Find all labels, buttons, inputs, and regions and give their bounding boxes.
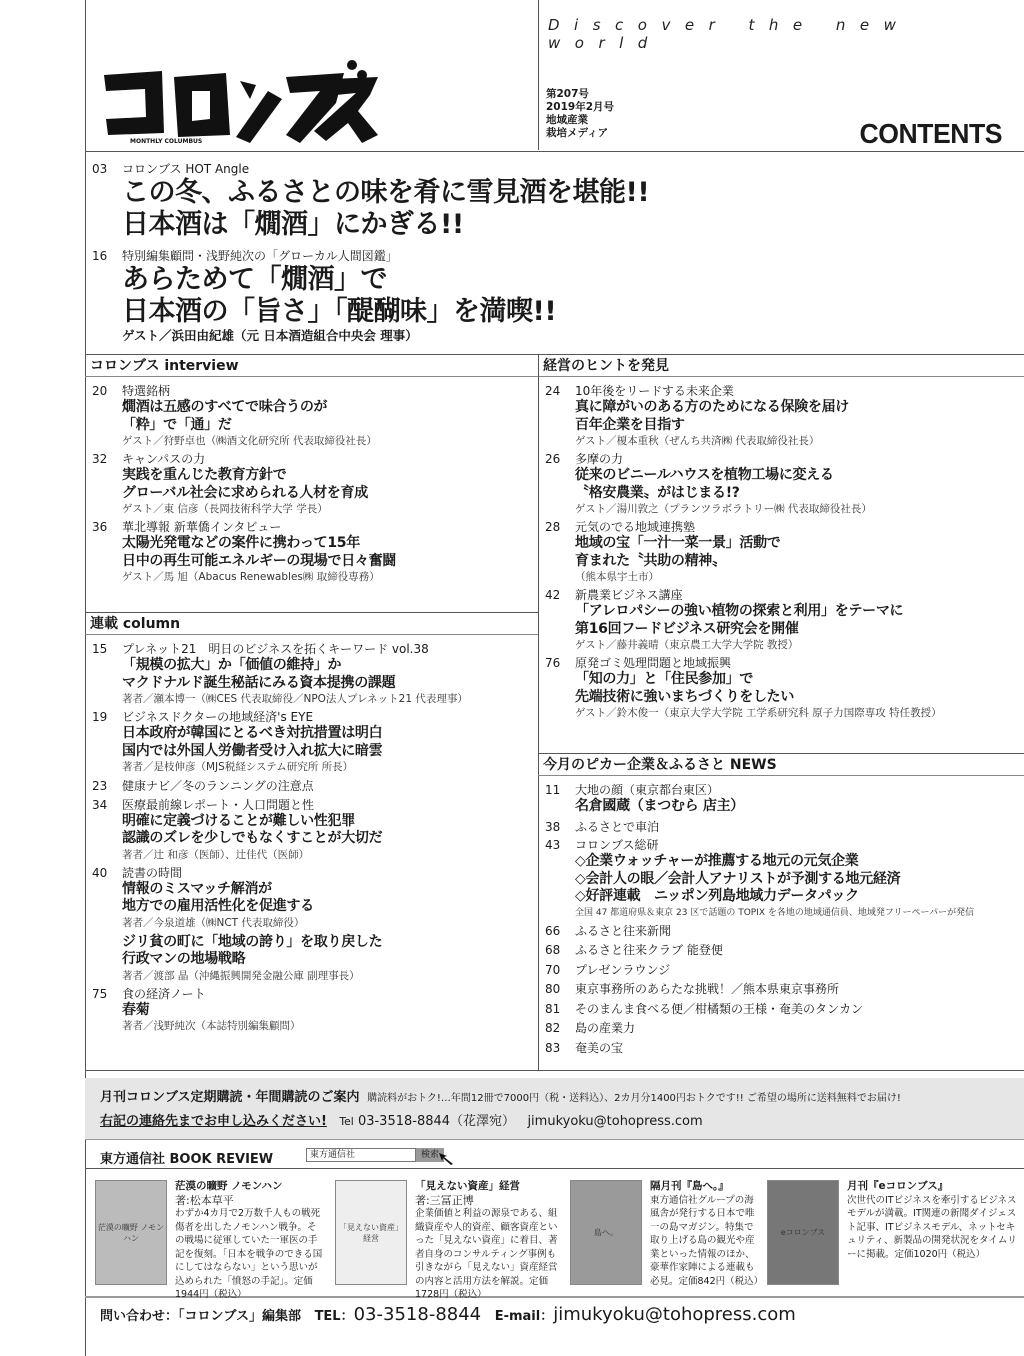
item-title: 行政マンの地場戦略 [122, 951, 246, 967]
item-meta [92, 865, 532, 881]
item-meta [92, 986, 532, 1002]
item-credit: ゲスト／榎本重秋（ぜんち共済㈱ 代表取締役社長） [575, 435, 820, 447]
book-description: わずか4カ月で2万数千人もの戦死傷者を出したノモンハン戦争。その戦場に従軍していた一軍医の手記を復刻。「日本を戦争のできる国にしてはならない」という思いが込められた「憤怒の手記」。定価1944円（税込） [175, 1208, 323, 1300]
book-info [175, 1180, 325, 1302]
feature-headline: この冬、ふるさとの味を肴に雪見酒を堪能!! [122, 177, 650, 208]
item-category: 読書の時間 [122, 865, 183, 880]
contents-item[interactable] [92, 797, 532, 863]
page-number: 82 [545, 1021, 561, 1035]
page-number: 38 [545, 819, 561, 834]
contact-tel-label: TEL： [314, 1309, 354, 1324]
news-list [545, 782, 1020, 1058]
item-title: 太陽光発電などの案件に携わって15年 [122, 535, 360, 551]
book-item[interactable] [767, 1180, 1017, 1285]
item-credit: 著者／渡部 晶（沖縄振興開発金融公庫 副理事長） [122, 969, 360, 982]
item-title: 百年企業を目指す [575, 416, 685, 433]
page-number: 76 [545, 656, 561, 670]
column-heading: 連載 column [90, 616, 181, 632]
feature-category: 特別編集顧問・浅野純次の「グローカル人間図鑑」 [122, 249, 398, 263]
feature-guest: ゲスト／浜田由紀雄（元 日本酒造組合中央会 理事） [122, 328, 418, 343]
page-number: 19 [92, 710, 108, 724]
contents-item[interactable] [92, 865, 532, 931]
top-feature[interactable] [92, 158, 1012, 241]
item-title: 情報のミスマッチ解消が [122, 880, 272, 897]
item-title: 真に障がいのある方のためになる保険を届け [575, 399, 849, 415]
contents-item[interactable] [92, 986, 532, 1035]
item-category: ふるさとで車泊 [575, 819, 660, 834]
page-number: 40 [92, 865, 108, 880]
item-credit: ゲスト／狩野卓也（㈱酒文化研究所 代表取締役社長） [122, 435, 377, 447]
item-meta [92, 641, 532, 657]
item-meta [92, 709, 532, 725]
contents-item[interactable] [92, 934, 532, 984]
contents-item[interactable] [545, 1019, 1020, 1038]
item-title: 名倉國蔵（まつむら 店主） [575, 798, 744, 814]
item-title: 実践を重んじた教育方針で [122, 467, 287, 483]
item-meta [545, 1019, 1020, 1038]
subscription-box [85, 1078, 1024, 1140]
item-meta [545, 383, 1020, 399]
contents-item[interactable] [545, 980, 1020, 999]
svg-text:MONTHLY COLUMBUS: MONTHLY COLUMBUS [130, 138, 203, 145]
item-category: 10年後をリードする未来企業 [575, 384, 734, 398]
item-category: 元気のでる地域連携塾 [575, 520, 696, 534]
issue-info [546, 88, 614, 140]
interview-list [92, 383, 532, 587]
page-number: 15 [92, 642, 108, 656]
book-info [847, 1180, 1017, 1285]
issue-date: 2019年2月号 [546, 101, 615, 113]
feature-category: コロンブス HOT Angle [122, 162, 250, 176]
top-features [92, 158, 1012, 348]
subscription-email[interactable]: jimukyoku@tohopress.com [527, 1114, 703, 1129]
book-description: 企業価値と利益の源泉である、組織資産や人的資産、顧客資産といった「見えない資産」に着目、著者自身のコンサルティング事例も引きながら「見えない」資産経営の内容と活用方法を解説。定価1728円（税込） [415, 1208, 558, 1300]
contents-title: CONTENTS [859, 118, 1002, 149]
column-divider [538, 354, 539, 1070]
book-title: 「見えない資産」経営 [415, 1180, 520, 1192]
item-credit: （熊本県宇土市） [575, 571, 659, 583]
page-number: 11 [545, 783, 561, 797]
contact-email-label: E-mail： [494, 1309, 554, 1324]
book-description: 次世代のITビジネスを牽引するビジネスモデルが満載。IT関連の新聞ダイジェスト記事、ITビジネスモデル、ネットセキュリティ、新製品の開発状況をタイムリーに掲載。定価1020円（税込） [847, 1194, 1017, 1260]
page-number: 68 [545, 943, 561, 957]
page-number: 16 [92, 249, 108, 263]
book-title: 茫漠の曠野 ノモンハン [175, 1180, 283, 1192]
item-category: 華北導報 新華僑インタビュー [122, 520, 282, 534]
item-meta [92, 383, 532, 399]
book-description: 東方通信社グループの海風舎が発行する日本で唯一の島マガジン。特集で取り上げる島の観光や産業といった情報のほか、豪華作家陣による連載も必見。定価842円（税込） [650, 1194, 764, 1287]
item-title: マクドナルド誕生秘話にみる資本提携の課題 [122, 674, 396, 691]
contents-item[interactable] [92, 383, 532, 449]
page-number: 26 [545, 452, 561, 466]
item-credit: ゲスト／鈴木俊一（東京大学大学院 工学系研究科 原子力国際専攻 特任教授） [575, 707, 942, 719]
contents-item[interactable] [92, 777, 532, 796]
item-title: 日本政府が韓国にとるべき対抗措置は明白 [122, 725, 383, 741]
page-number: 36 [92, 520, 108, 534]
book-search-input[interactable]: 東方通信社 [306, 1148, 416, 1162]
item-credit: ゲスト／馬 旭（Abacus Renewables㈱ 取締役専務） [122, 571, 380, 583]
tel-label: Tel [339, 1115, 354, 1128]
item-category: 新農業ビジネス講座 [575, 588, 683, 602]
book-cover[interactable]: 茫漠の曠野 ノモンハン [95, 1180, 167, 1285]
item-title: 日中の再生可能エネルギーの現場で日々奮闘 [122, 552, 396, 569]
feature-meta [92, 158, 1012, 177]
page-number: 32 [92, 452, 108, 466]
book-item[interactable] [95, 1180, 325, 1302]
news-heading: 今月のピカー企業＆ふるさと NEWS [543, 757, 777, 773]
contact-tel: 03-3518-8844 [353, 1304, 482, 1325]
section-head-rule [85, 376, 1024, 377]
item-category: 原発ゴミ処理問題と地域振興 [575, 656, 732, 670]
book-search-button[interactable]: 検索 [416, 1148, 444, 1162]
item-title: 国内では外国人労働者受け入れ拡大に暗雲 [122, 742, 383, 759]
review-rule [85, 1168, 1024, 1169]
item-title: 明確に定義づけることが難しい性犯罪 [122, 812, 355, 829]
item-title: ◇好評連載 ニッポン列島地域力データパック [575, 888, 859, 904]
contact-label: 問い合わせ：「コロンブス」編集部 [100, 1309, 301, 1324]
item-meta [545, 587, 1020, 603]
book-list [95, 1180, 1020, 1300]
contents-item[interactable] [545, 655, 1020, 721]
item-meta [545, 782, 1020, 798]
page-number: 66 [545, 923, 561, 938]
contents-item[interactable] [545, 837, 1020, 920]
hints-heading: 経営のヒントを発見 [543, 358, 669, 374]
item-category: 奄美の宝 [575, 1040, 624, 1055]
columbus-logo [100, 55, 380, 145]
item-title: 「アレロパシーの強い植物の探索と利用」をテーマに [575, 603, 904, 619]
feature-headline: 日本酒は「燗酒」にかぎる!! [122, 209, 464, 240]
contents-item[interactable] [545, 782, 1020, 816]
subscription-tel: 03-3518-8844（花澤宛） [357, 1114, 516, 1129]
page-number: 42 [545, 588, 561, 602]
feature-headline: 日本酒の「旨さ」「醍醐味」を満喫!! [122, 296, 557, 327]
item-note: 全国 47 都道府県＆東京 23 区で話題の TOPIX を各地の地域通信員、地域発フリーペーパーが発信 [575, 907, 975, 918]
book-author: 著:三冨正博 [415, 1193, 474, 1207]
item-title: グローバル社会に求められる人材を育成 [122, 484, 368, 501]
item-meta [545, 655, 1020, 671]
item-meta [545, 451, 1020, 467]
header-rule [85, 151, 1024, 152]
contact-email[interactable]: jimukyoku@tohopress.com [553, 1304, 796, 1325]
item-title: 〝格安農業〟がはじまる!? [575, 484, 740, 501]
contents-item[interactable] [545, 941, 1020, 960]
news-head-rule [538, 775, 1024, 776]
item-category: キャンパスの力 [122, 452, 206, 466]
item-category: 食の経済ノート [122, 986, 206, 1001]
issue-theme-1: 地域産業 [546, 114, 588, 126]
item-credit: 著者／瀬本博一（㈱CES 代表取締役／NPO法人プレネット21 代表理事） [122, 693, 468, 705]
item-category: 医療最前線レポート・人口問題と性 [122, 797, 315, 812]
page-border [85, 0, 86, 1356]
book-cover[interactable]: eコロンブス [767, 1180, 839, 1285]
bottom-rule [85, 1070, 1024, 1071]
tagline: Discover the new world [548, 16, 911, 52]
item-meta [545, 818, 1020, 837]
page-number: 24 [545, 384, 561, 398]
page-number: 23 [92, 779, 108, 793]
feature-meta [92, 245, 1012, 264]
book-cover[interactable]: 島へ。 [570, 1180, 642, 1285]
header-divider [538, 0, 539, 150]
contents-item[interactable] [545, 587, 1020, 653]
item-category: ふるさと往来新聞 [575, 923, 672, 938]
item-title: 地域の宝「一汁一菜一景」活動で [575, 535, 781, 551]
column-rule [85, 612, 538, 613]
feature-headline: あらためて「燗酒」で [122, 264, 387, 295]
item-title: 育まれた〝共助の精神〟 [575, 552, 726, 569]
item-title: 春菊 [122, 1001, 150, 1018]
contents-item[interactable] [92, 641, 532, 707]
book-title: 隔月刊『島へ。』 [650, 1180, 729, 1192]
item-category: ビジネスドクターの地域経済's EYE [122, 710, 314, 724]
book-info [415, 1180, 560, 1302]
contents-item[interactable] [545, 961, 1020, 980]
page-number: 03 [92, 162, 108, 176]
item-meta [545, 961, 1020, 980]
item-category: コロンブス総研 [575, 838, 659, 852]
item-title: ◇企業ウォッチャーが推薦する地元の元気企業 [575, 853, 859, 869]
item-category: プレネット21 明日のビジネスを拓くキーワード vol.38 [122, 642, 429, 656]
item-title: 「知の力」と「住民参加」で [575, 671, 754, 687]
contact-footer [100, 1304, 796, 1325]
item-category: 大地の顔（東京都台東区） [575, 783, 720, 797]
item-credit: 著者／辻 和彦（医師）、辻佳代（医師） [122, 848, 310, 861]
contents-item[interactable] [545, 519, 1020, 585]
book-author: 著:松本草平 [175, 1193, 234, 1207]
subscription-detail: 購読料がおトク!…年間12冊で7000円（税・送料込）、2カ月分1400円おトクです!! ご希望の場所に送料無料でお届け! [367, 1093, 901, 1104]
item-title: 認識のズレを少しでもなくすことが大切だ [122, 830, 383, 846]
page-number: 70 [545, 962, 561, 977]
item-category: 島の産業力 [575, 1021, 636, 1035]
item-meta [92, 451, 532, 467]
page-number: 28 [545, 520, 561, 534]
contents-item[interactable] [92, 451, 532, 517]
column-list [92, 641, 532, 1036]
page-number: 75 [92, 986, 108, 1001]
page-number: 81 [545, 1001, 561, 1016]
contents-item[interactable] [545, 1039, 1020, 1058]
contents-item[interactable] [545, 1000, 1020, 1019]
item-title: 「規模の拡大」か「価値の維持」か [122, 657, 342, 673]
item-title: 「粋」で「通」だ [122, 416, 232, 433]
page-number: 80 [545, 982, 561, 996]
item-credit: 著者／是枝伸彦（MJS税経システム研究所 所長） [122, 761, 354, 773]
book-info [650, 1180, 764, 1288]
item-title: ジリ貧の町に「地域の誇り」を取り戻した [122, 933, 383, 950]
section-rule [85, 354, 1024, 355]
item-title: 第16回フードビジネス研究会を開催 [575, 620, 799, 637]
subscription-title: 月刊コロンブス定期購読・年間購読のご案内 [100, 1090, 360, 1105]
item-meta [545, 837, 1020, 853]
news-rule [538, 753, 1024, 754]
interview-heading: コロンブス interview [90, 358, 239, 374]
item-meta [545, 519, 1020, 535]
contents-item[interactable] [545, 451, 1020, 517]
contents-item[interactable] [545, 383, 1020, 449]
top-feature[interactable] [92, 245, 1012, 344]
issue-number: 第207号 [546, 88, 589, 100]
item-title: 地方での雇用活性化を促進する [122, 898, 314, 914]
item-title: 従来のビニールハウスを植物工場に変える [575, 467, 834, 483]
column-head-rule [85, 634, 538, 635]
contents-item[interactable] [92, 709, 532, 775]
hints-list [545, 383, 1020, 723]
item-category: そのまんま食べる便／柑橘類の王様・奄美のタンカン [575, 1001, 864, 1016]
contents-item[interactable] [545, 922, 1020, 941]
item-category: 健康ナビ／冬のランニングの注意点 [122, 779, 314, 793]
book-item[interactable] [570, 1180, 764, 1288]
item-title: 燗酒は五感のすべてで味合うのが [122, 399, 328, 415]
item-category: 特選銘柄 [122, 384, 171, 398]
item-credit: ゲスト／藤井義晴（東京農工大学大学院 教授） [575, 639, 799, 651]
item-credit: ゲスト／湯川敦之（プランツラボラトリー㈱ 代表取締役社長） [575, 503, 872, 515]
issue-theme-2: 栽培メディア [546, 127, 609, 139]
item-category: 東京事務所のあらたな挑戦！／熊本県東京事務所 [575, 982, 840, 996]
page-number: 83 [545, 1040, 561, 1055]
item-category: プレゼンラウンジ [575, 962, 671, 977]
item-meta [545, 1039, 1020, 1058]
item-meta [545, 1000, 1020, 1019]
cursor-arrow-icon [438, 1152, 458, 1166]
item-meta [92, 797, 532, 813]
item-category: ふるさと往来クラブ 能登便 [575, 943, 723, 957]
item-meta [545, 941, 1020, 960]
item-meta [92, 777, 532, 796]
item-meta [92, 519, 532, 535]
item-credit: 著者／今泉道雄（㈱NCT 代表取締役） [122, 916, 305, 929]
item-meta [545, 922, 1020, 941]
book-item[interactable] [335, 1180, 560, 1302]
page-number: 20 [92, 384, 108, 398]
item-category: 多摩の力 [575, 452, 624, 466]
item-meta [545, 980, 1020, 999]
book-cover[interactable]: 「見えない資産」経営 [335, 1180, 407, 1285]
item-title: 先端技術に強いまちづくりをしたい [575, 688, 795, 705]
subscription-apply: 右記の連絡先までお申し込みください! [100, 1114, 327, 1129]
page-number: 34 [92, 797, 108, 812]
contents-item[interactable] [92, 519, 532, 585]
page-number: 43 [545, 838, 561, 852]
item-credit: 著者／浅野純次（本誌特別編集顧問） [122, 1020, 301, 1032]
book-review-title: 東方通信社 BOOK REVIEW [100, 1152, 274, 1167]
item-title: ◇会計人の眼／会計人アナリストが予測する地元経済 [575, 870, 901, 887]
item-credit: ゲスト／東 信彦（長岡技術科学大学 学長） [122, 503, 328, 515]
contents-item[interactable] [545, 818, 1020, 837]
book-title: 月刊『eコロンブス』 [847, 1180, 949, 1192]
